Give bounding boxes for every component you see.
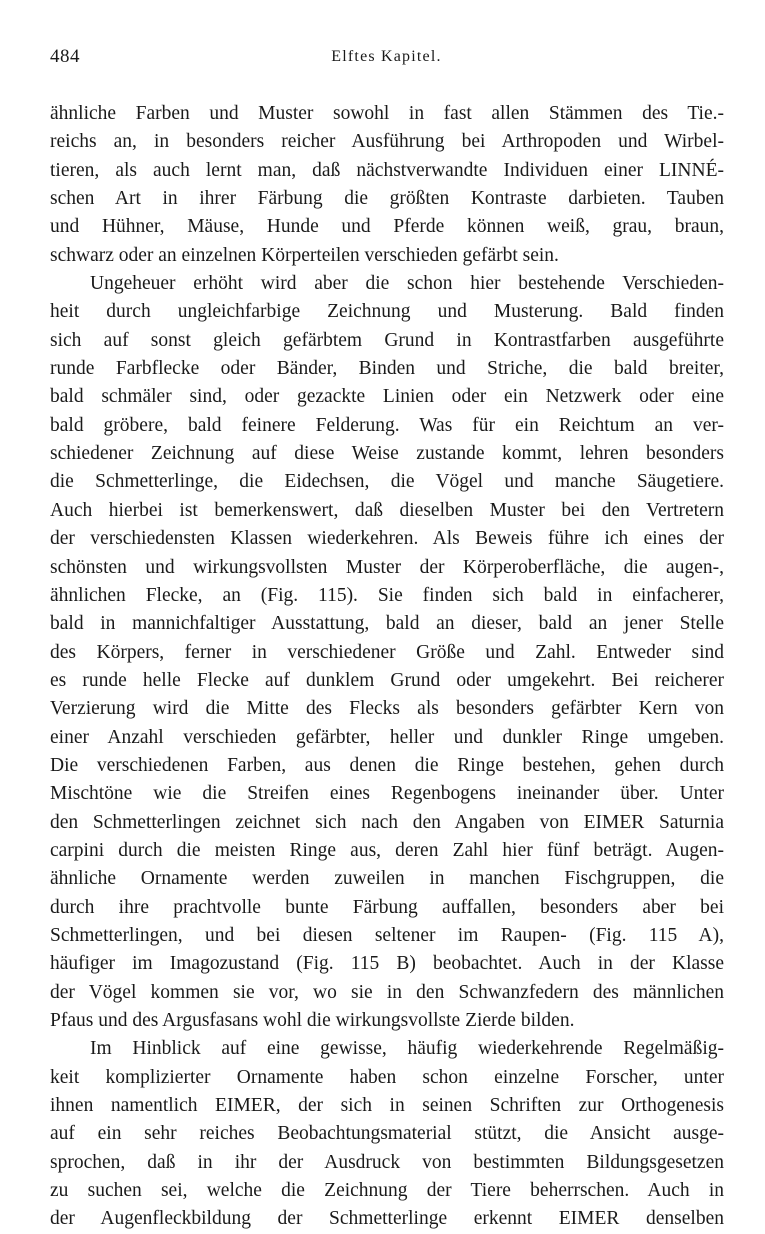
text-line: schönsten und wirkungsvollsten Muster der Körperoberfläche, die augen-, [50,556,724,578]
text-line: des Körpers, ferner in verschiedener Größe und Zahl. Entweder sind [50,641,724,663]
text-line: auf ein sehr reiches Beobachtungsmaterial stützt, die Ansicht ausge- [50,1123,724,1145]
text-line: zu suchen sei, welche die Zeichnung der Tiere beherrschen. Auch in [50,1180,724,1202]
text-line: sich auf sonst gleich gefärbtem Grund in Kontrastfarben ausgeführte [50,329,724,351]
text-line: Ungeheuer erhöht wird aber die schon hier bestehende Verschieden- [90,273,724,295]
running-head: Elftes Kapitel. [331,48,442,65]
text-line: schiedener Zeichnung auf diese Weise zustande kommt, lehren besonders [50,443,724,465]
text-line: Mischtöne wie die Streifen eines Regenbogens ineinander über. Unter [50,783,724,805]
text-line: und Hühner, Mäuse, Hunde und Pferde können weiß, grau, braun, [50,216,724,238]
text-line: carpini durch die meisten Ringe aus, deren Zahl hier fünf beträgt. Augen- [50,839,724,861]
text-line: der Vögel kommen sie vor, wo sie in den Schwanzfedern des männlichen [50,981,724,1003]
body-text [50,100,724,1234]
text-line: schwarz oder an einzelnen Körperteilen verschieden gefärbt sein. [50,244,559,266]
text-line: Pfaus und des Argusfasans wohl die wirkungsvollste Zierde bilden. [50,1010,575,1031]
text-line: die Schmetterlinge, die Eidechsen, die Vögel und manche Säugetiere. [50,471,724,493]
page-number: 484 [50,46,80,67]
text-line: häufiger im Imagozustand (Fig. 115 B) beobachtet. Auch in der Klasse [50,953,724,975]
text-line: Im Hinblick auf eine gewisse, häufig wiederkehrende Regelmäßig- [90,1038,724,1060]
text-line: Die verschiedenen Farben, aus denen die Ringe bestehen, gehen durch [50,754,724,776]
text-line: Verzierung wird die Mitte des Flecks als besonders gefärbter Kern von [50,698,724,720]
text-line: keit komplizierter Ornamente haben schon einzelne Forscher, unter [50,1066,724,1088]
text-line: reichs an, in besonders reicher Ausführung bei Arthropoden und Wirbel- [50,131,724,153]
text-line: tieren, als auch lernt man, daß nächstverwandte Individuen einer LINNÉ- [50,159,724,181]
text-line: ähnliche Farben und Muster sowohl in fast allen Stämmen des Tie.- [50,103,724,124]
text-line: Auch hierbei ist bemerkenswert, daß dieselben Muster bei den Vertretern [50,499,724,521]
text-line: der verschiedensten Klassen wiederkehren. Als Beweis führe ich eines der [50,528,724,550]
text-line: bald in mannichfaltiger Ausstattung, bald an dieser, bald an jener Stelle [50,613,724,635]
text-line: bald schmäler sind, oder gezackte Linien oder ein Netzwerk oder eine [50,386,724,408]
text-line: ähnliche Ornamente werden zuweilen in manchen Fischgruppen, die [50,868,724,890]
text-line: schen Art in ihrer Färbung die größten Kontraste darbieten. Tauben [50,188,724,210]
text-line: bald gröbere, bald feinere Felderung. Was für ein Reichtum an ver- [50,414,724,436]
text-line: den Schmetterlingen zeichnet sich nach den Angaben von EIMER Saturnia [50,811,724,833]
text-line: heit durch ungleichfarbige Zeichnung und Musterung. Bald finden [50,301,724,323]
text-line: runde Farbflecke oder Bänder, Binden und Striche, die bald breiter, [50,358,724,380]
text-line: es runde helle Flecke auf dunklem Grund oder umgekehrt. Bei reicherer [50,669,724,691]
text-line: einer Anzahl verschieden gefärbter, heller und dunkler Ringe umgeben. [50,726,724,748]
text-line: ihnen namentlich EIMER, der sich in seinen Schriften zur Orthogenesis [50,1095,724,1117]
page-header [50,46,723,74]
text-line: sprochen, daß in ihr der Ausdruck von bestimmten Bildungsgesetzen [50,1151,724,1173]
text-line: durch ihre prachtvolle bunte Färbung auffallen, besonders aber bei [50,896,724,918]
text-line: der Augenfleckbildung der Schmetterlinge erkennt EIMER denselben [50,1208,724,1230]
text-line: ähnlichen Flecke, an (Fig. 115). Sie finden sich bald in einfacherer, [50,584,724,606]
text-line: Schmetterlingen, und bei diesen seltener im Raupen- (Fig. 115 A), [50,924,724,946]
